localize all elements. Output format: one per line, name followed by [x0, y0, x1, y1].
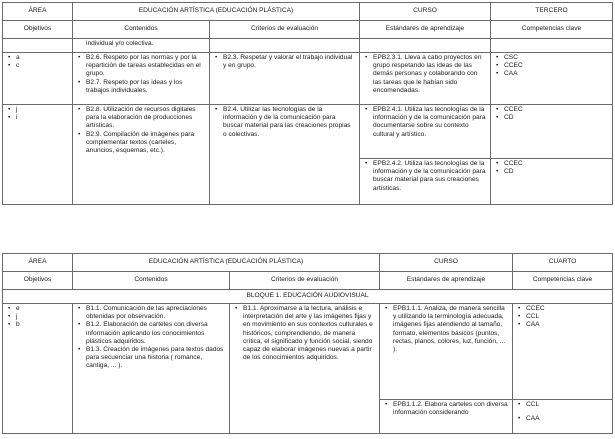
col-objetivos: Objetivos: [3, 272, 73, 290]
list-item: • CCEC: [504, 62, 609, 70]
estandares-cell: [380, 400, 513, 434]
table-row: [3, 53, 613, 105]
list-item: • CAA: [526, 415, 609, 423]
list-item: • CCL: [526, 313, 609, 321]
estandares-cell: [360, 105, 491, 159]
col-contenidos: Contenidos: [73, 21, 210, 39]
col-objetivos: Objetivos: [3, 21, 73, 39]
list-item: • CAA: [526, 321, 609, 329]
block-title-row: [3, 290, 613, 304]
list-item: • B1.1. Aproximarse a la lectura, análisis e interpretación del arte y las imágenes fijas y en movimiento en sus contextos culturales e históricos, comprendiendo, de manera crítica, el significado y función social, siendo capaz de elaborar imágenes nuevas a partir de los conocimientos adquiridos.: [243, 305, 376, 362]
area-label: ÁREA: [3, 3, 73, 21]
subject-title: EDUCACIÓN ARTÍSTICA (EDUCACIÓN PLÁSTICA): [73, 3, 360, 21]
subject-title: EDUCACIÓN ARTÍSTICA (EDUCACIÓN PLÁSTICA): [73, 254, 380, 272]
list-item: • B2.8. Utilización de recursos digitales para la elaboración de producciones artísticas.: [86, 106, 206, 131]
list-item: • j: [16, 106, 69, 114]
table-subheader-row: [3, 272, 613, 290]
competencias-cell: [513, 304, 613, 400]
competencias-cell: [513, 400, 613, 434]
curso-label: CURSO: [360, 3, 491, 21]
competencias-cell: [491, 105, 613, 159]
list-item: • CCEC: [526, 305, 609, 313]
list-item: • B1.3. Creación de imágenes para textos dados para secuenciar una historia ( romance, cantiga, ... ).: [86, 346, 226, 371]
list-item: • B2.4. Utilizar las tecnologías de la información y de la comunicación para buscar material para las creaciones propias o colectivas.: [223, 106, 356, 139]
list-item: • CAA: [504, 70, 609, 78]
objetivos-cell: [3, 304, 73, 434]
table-row: [3, 304, 613, 400]
contenidos-cell: [73, 53, 210, 105]
list-item: • CCL: [526, 401, 609, 409]
list-item: • b: [16, 321, 69, 329]
col-contenidos: Contenidos: [73, 272, 230, 290]
list-item: • CCEC: [504, 106, 609, 114]
contenidos-cell: [73, 105, 210, 205]
col-estandares: Estándares de aprendizaje: [360, 21, 491, 39]
list-item: • B2.3. Respetar y valorar el trabajo individual y en grupo.: [223, 54, 356, 70]
objetivos-cell: [3, 105, 73, 205]
carry-over-text: individual y/o colectiva.: [73, 39, 210, 53]
criterios-cell: [210, 105, 360, 205]
col-competencias: Competencias clave: [513, 272, 613, 290]
col-criterios: Criterios de evaluación: [210, 21, 360, 39]
list-item: • EPB2.4.1. Utiliza las tecnologías de la información y de la comunicación para documentarse sobre su contexto cultural y artístico.: [373, 106, 487, 139]
list-item: • c: [16, 62, 69, 70]
table-header-row: [3, 254, 613, 272]
list-item: • CCEC: [504, 160, 609, 168]
col-estandares: Estándares de aprendizaje: [380, 272, 513, 290]
list-item: • EPB1.1.2. Elabora carteles con diversa información considerando: [393, 401, 509, 417]
criterios-cell: [210, 53, 360, 105]
estandares-cell: [360, 159, 491, 205]
list-item: • B2.6. Respeto por las normas y por la repartición de tareas establecidas en el grupo.: [86, 54, 206, 79]
list-item: • B1.2. Elaboración de carteles con diversa información aplicando los conocimientos plásticos adquiridos.: [86, 321, 226, 346]
list-item: • EPB2.4.2. Utiliza las tecnologías de la información y de la comunicación para buscar material para sus creaciones artísticas.: [373, 160, 487, 193]
list-item: • e: [16, 305, 69, 313]
list-item: • i: [16, 114, 69, 122]
block-title: BLOQUE 1. EDUCACIÓN AUDIOVISUAL: [3, 290, 613, 304]
list-item: • j: [16, 313, 69, 321]
list-item: • CD: [504, 168, 609, 176]
list-item: • CD: [504, 114, 609, 122]
col-competencias: Competencias clave: [491, 21, 613, 39]
criterios-cell: [230, 304, 380, 434]
contenidos-cell: [73, 304, 230, 434]
competencias-cell: [491, 159, 613, 205]
area-label: ÁREA: [3, 254, 73, 272]
table-row: [3, 39, 613, 53]
list-item: • EPB1.1.1. Analiza, de manera sencilla y utilizando la terminología adecuada, imágenes fijas atendiendo al tamaño, formato, elementos básicos (puntos, rectas, planos, colores, luz, función, ... ).: [393, 305, 509, 354]
competencias-cell: [491, 53, 613, 105]
estandares-cell: [360, 53, 491, 105]
col-criterios: Criterios de evaluación: [230, 272, 380, 290]
curriculum-table-tercero: [2, 2, 613, 205]
list-item: • a: [16, 54, 69, 62]
list-item: • B1.1. Comunicación de las apreciaciones obtenidas por observación.: [86, 305, 226, 321]
curriculum-table-cuarto: [2, 253, 613, 434]
curso-value: CUARTO: [513, 254, 613, 272]
objetivos-cell: [3, 53, 73, 105]
table-row: [3, 105, 613, 159]
estandares-cell: [380, 304, 513, 400]
table-subheader-row: [3, 21, 613, 39]
list-item: • B2.7. Respeto por las ideas y los trabajos individuales.: [86, 79, 206, 95]
list-item: • EPB2.3.1. Lleva a cabo proyectos en grupo respetando las ideas de las demás personas y colaborando con las tareas que le habían sido encomendadas.: [373, 54, 487, 95]
table-header-row: [3, 3, 613, 21]
list-item: • B2.9. Compilación de imágenes para complementar textos (carteles, anuncios, esquemas, etc.).: [86, 131, 206, 156]
list-item: • CSC: [504, 54, 609, 62]
curso-value: TERCERO: [491, 3, 613, 21]
curso-label: CURSO: [380, 254, 513, 272]
